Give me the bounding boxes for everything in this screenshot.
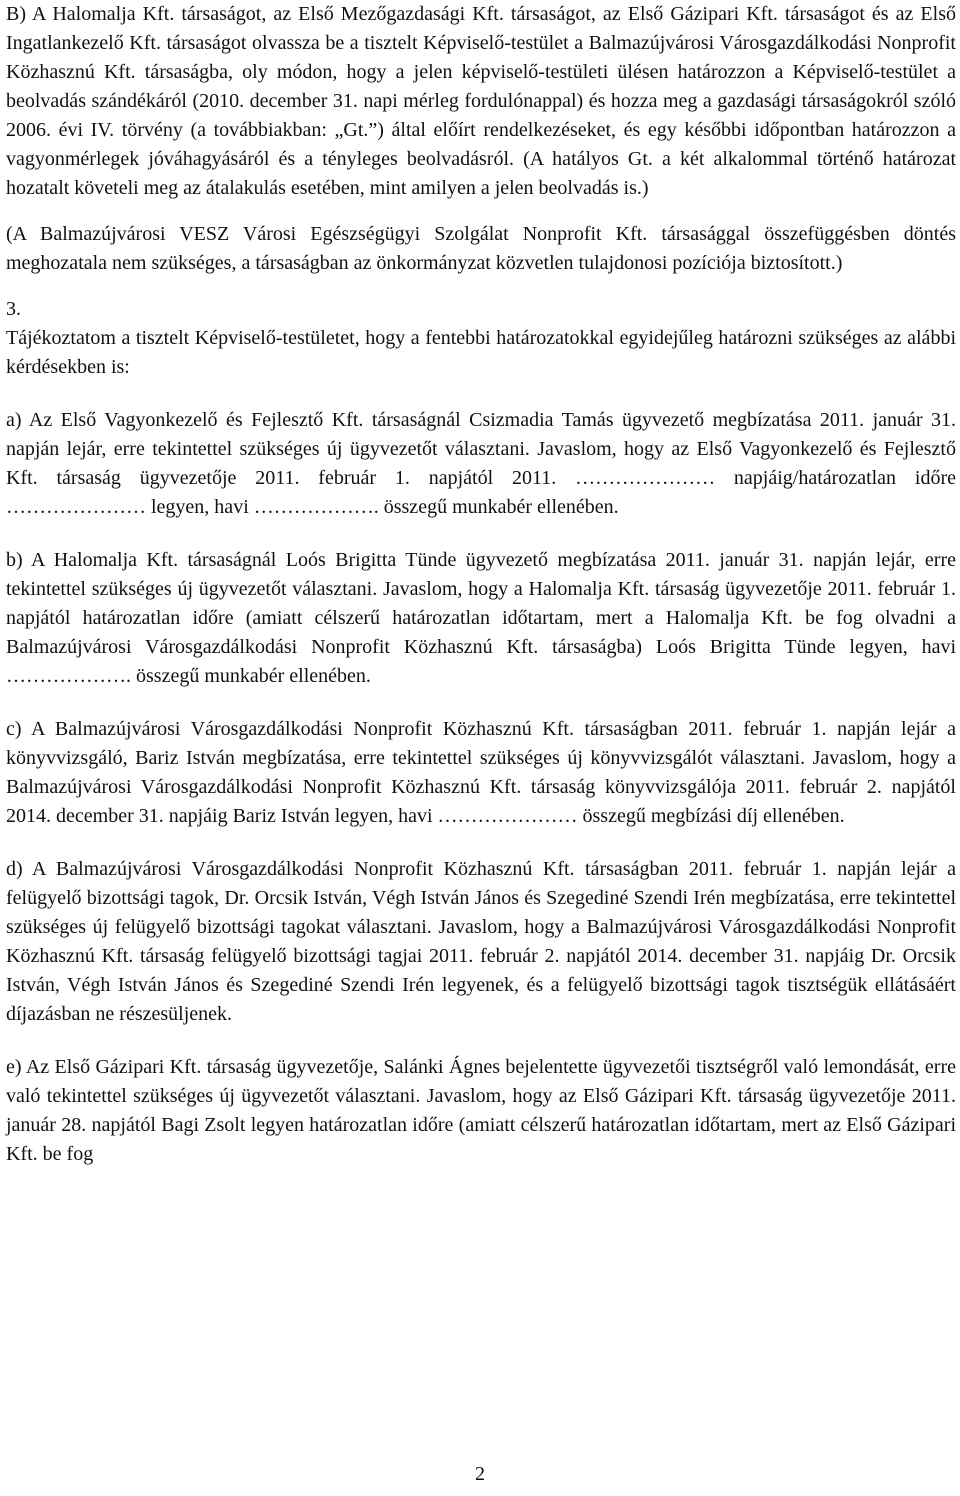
section-number: 3. [6, 298, 21, 320]
paragraph-item-a: a) Az Első Vagyonkezelő és Fejlesztő Kft. társaságnál Csizmadia Tamás ügyvezető megbízatása 2011. január 31. napján lejár, erre tekintettel szükséges új ügyvezetőt választani. Javaslom, hogy az Első Vagyonkezelő és Fejlesztő Kft. társaság ügyvezetője 2011. február 1. napjától 2011. ………………… napjáig/határozatlan időre ………………… legyen, havi ………………. összegű munkabér ellenében. [6, 409, 956, 518]
paragraph-item-d: d) A Balmazújvárosi Városgazdálkodási Nonprofit Közhasznú Kft. társaságban 2011. február 1. napján lejár a felügyelő bizottsági tagok, Dr. Orcsik István, Végh István János és Szegediné Szendi Irén megbízatása, erre tekintettel szükséges új felügyelő bizottsági tagokat választani. Javaslom, hogy a Balmazújvárosi Városgazdálkodási Nonprofit Közhasznú Kft. társaság felügyelő bizottsági tagjai 2011. február 2. napjától 2014. december 31. napjáig Dr. Orcsik István, Végh István János és Szegediné Szendi Irén legyenek, és a felügyelő bizottsági tagok tisztségük ellátásáért díjazásban ne részesüljenek. [6, 858, 956, 1025]
paragraph-vesz-note: (A Balmazújvárosi VESZ Városi Egészségügyi Szolgálat Nonprofit Kft. társasággal összefüggésben döntés meghozatala nem szükséges, a társaságban az önkormányzat közvetlen tulajdonosi pozíciója biztosított.) [6, 223, 956, 274]
paragraph-intro: Tájékoztatom a tisztelt Képviselő-testületet, hogy a fentebbi határozatokkal egyidejűleg határozni szükséges az alábbi kérdésekben is: [6, 327, 956, 378]
page-number: 2 [475, 1463, 485, 1485]
paragraph-item-c: c) A Balmazújvárosi Városgazdálkodási Nonprofit Közhasznú Kft. társaságban 2011. február 1. napján lejár a könyvvizsgáló, Bariz István megbízatása, erre tekintettel szükséges új könyvvizsgálót választani. Javaslom, hogy a Balmazújvárosi Városgazdálkodási Nonprofit Közhasznú Kft. társaság könyvvizsgálója 2011. február 2. napjától 2014. december 31. napjáig Bariz István legyen, havi ………………… összegű megbízási díj ellenében. [6, 718, 956, 827]
document-page [6, 0, 956, 1169]
paragraph-item-b: b) A Halomalja Kft. társaságnál Loós Brigitta Tünde ügyvezető megbízatása 2011. január 31. napján lejár, erre tekintettel szükséges új ügyvezetőt választani. Javaslom, hogy a Halomalja Kft. társaság ügyvezetője 2011. február 1. napjától határozatlan időre (amiatt célszerű határozatlan időtartam, mert a Halomalja Kft. be fog olvadni a Balmazújvárosi Városgazdálkodási Nonprofit Közhasznú Kft. társaságba) Loós Brigitta Tünde legyen, havi ………………. összegű munkabér ellenében. [6, 549, 956, 687]
paragraph-item-e: e) Az Első Gázipari Kft. társaság ügyvezetője, Salánki Ágnes bejelentette ügyvezetői tisztségről való lemondását, erre való tekintettel szükséges új ügyvezetőt választani. Javaslom, hogy az Első Gázipari Kft. társaság ügyvezetője 2011. január 28. napjától Bagi Zsolt legyen határozatlan időre (amiatt célszerű határozatlan időtartam, mert az Első Gázipari Kft. be fog [6, 1056, 956, 1165]
paragraph-merger-b: B) A Halomalja Kft. társaságot, az Első Mezőgazdasági Kft. társaságot, az Első Gázipari Kft. társaságot és az Első Ingatlankezelő Kft. társaságot olvassza be a tisztelt Képviselő-testület a Balmazújvárosi Városgazdálkodási Nonprofit Közhasznú Kft. társaságba, oly módon, hogy a jelen képviselő-testületi ülésen határozzon a Képviselő-testület a beolvadás szándékáról (2010. december 31. napi mérleg fordulónappal) és hozza meg a gazdasági társaságokról szóló 2006. évi IV. törvény (a továbbiakban: „Gt.”) által előírt rendelkezéseket, és egy későbbi időpontban határozzon a vagyonmérlegek jóváhagyásáról és a tényleges beolvadásról. (A hatályos Gt. a két alkalommal történő határozat hozatalt követeli meg az átalakulás esetében, mint amilyen a jelen beolvadás is.) [6, 3, 956, 199]
